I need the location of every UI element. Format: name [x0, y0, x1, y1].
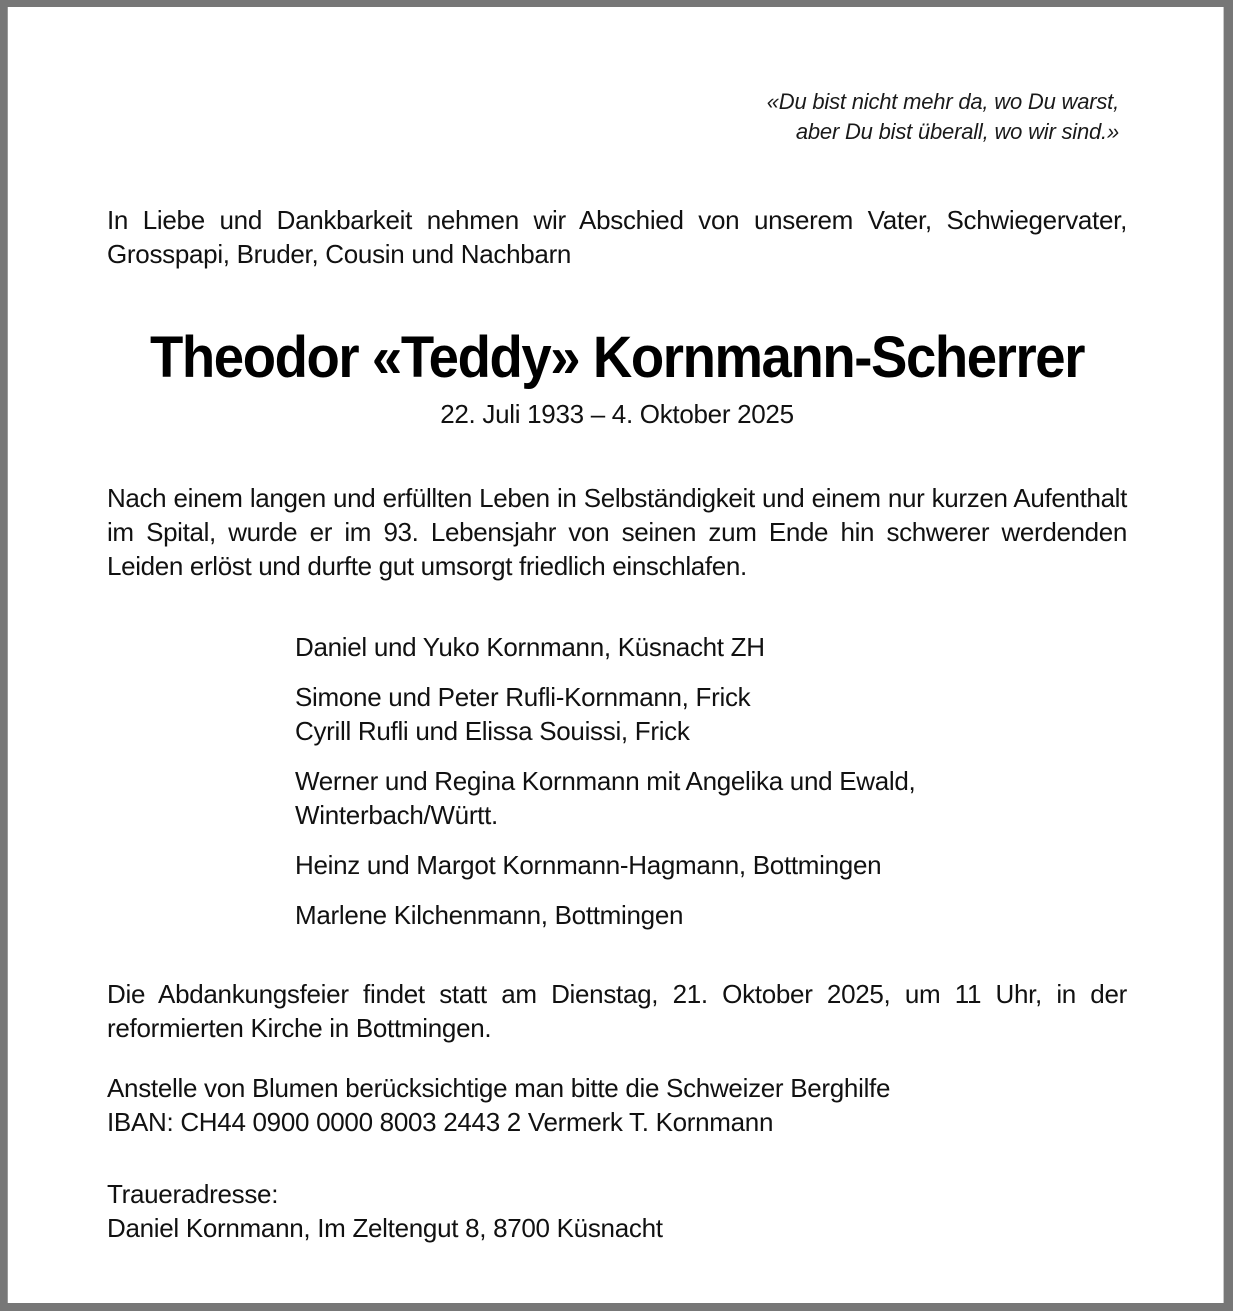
mourner-group — [295, 680, 915, 748]
mourner-line: Winterbach/Württ. — [295, 800, 498, 830]
iban-line: IBAN: CH44 0900 0000 8003 2443 2 Vermerk T. Kornmann — [107, 1107, 774, 1137]
mourner-group — [295, 764, 915, 832]
mourner-group — [295, 898, 915, 932]
mourners-list — [295, 630, 915, 948]
donation-line: Anstelle von Blumen berücksichtige man bitte die Schweizer Berghilfe — [107, 1073, 891, 1103]
mourner-line: Marlene Kilchenmann, Bottmingen — [295, 900, 684, 930]
motto-line: aber Du bist überall, wo wir sind.» — [795, 119, 1119, 144]
obituary-body-text: Nach einem langen und erfüllten Leben in Selbständigkeit und einem nur kurzen Aufenthalt im Spital, wurde er im 93. Lebensjahr von seinen zum Ende hin schwerer werdenden Leiden erlöst und durfte gut umsorgt friedlich einschlafen. — [107, 483, 1127, 581]
motto-line: «Du bist nicht mehr da, wo Du warst, — [766, 89, 1119, 114]
mourning-address — [107, 1177, 663, 1245]
mourner-group — [295, 848, 915, 882]
motto-quote — [767, 87, 1119, 147]
mourner-line: Heinz und Margot Kornmann-Hagmann, Bottmingen — [295, 850, 882, 880]
deceased-name: Theodor «Teddy» Kornmann-Scherrer — [149, 325, 1085, 390]
mourner-line: Simone und Peter Rufli-Kornmann, Frick — [295, 682, 751, 712]
obituary-page — [7, 7, 1224, 1303]
ceremony-info: Die Abdankungsfeier findet statt am Dienstag, 21. Oktober 2025, um 11 Uhr, in der reformierten Kirche in Bottmingen. — [107, 979, 1127, 1043]
mourner-line: Werner und Regina Kornmann mit Angelika und Ewald, — [295, 766, 916, 796]
mourner-line: Cyrill Rufli und Elissa Souissi, Frick — [295, 716, 690, 746]
mourner-group — [295, 630, 915, 664]
address-value: Daniel Kornmann, Im Zeltengut 8, 8700 Küsnacht — [107, 1213, 663, 1243]
intro-text: In Liebe und Dankbarkeit nehmen wir Abschied von unserem Vater, Schwiegervater, Grosspapi, Bruder, Cousin und Nachbarn — [107, 205, 1127, 269]
mourner-line: Daniel und Yuko Kornmann, Küsnacht ZH — [295, 632, 765, 662]
donation-info — [107, 1071, 890, 1139]
life-dates: 22. Juli 1933 – 4. Oktober 2025 — [440, 399, 794, 429]
address-label: Traueradresse: — [107, 1179, 279, 1209]
